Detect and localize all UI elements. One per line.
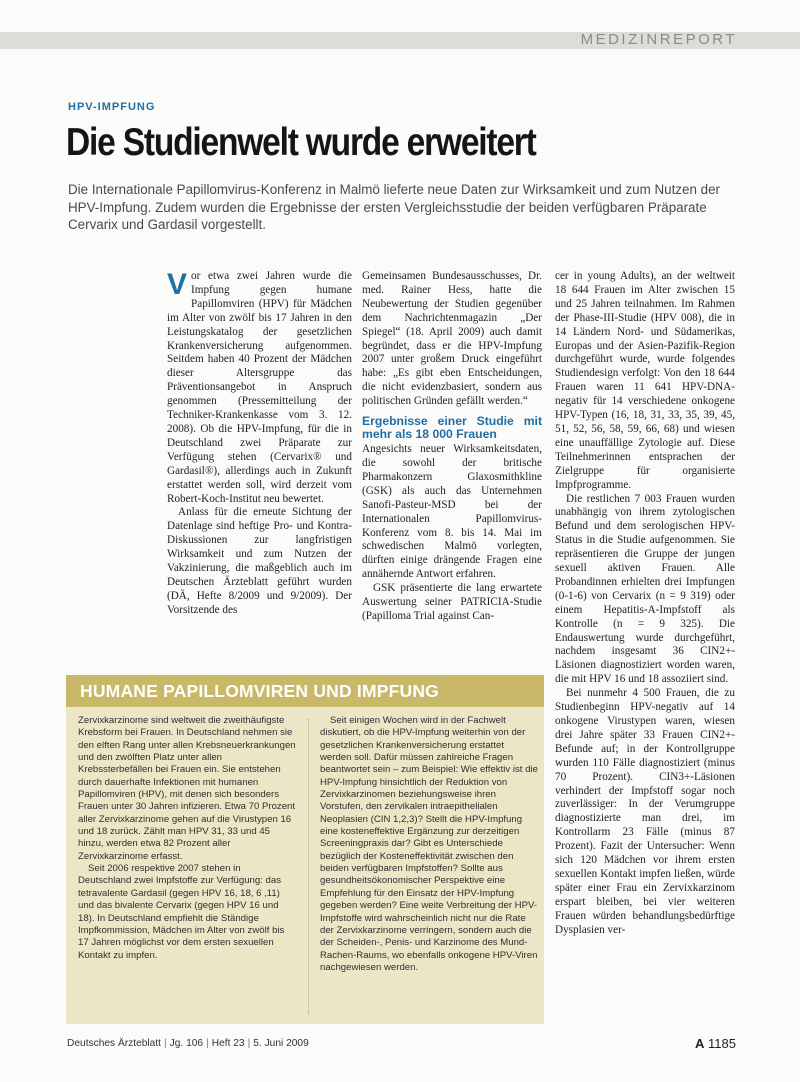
info-box-header	[66, 675, 544, 707]
journal-name: Deutsches Ärzteblatt	[67, 1038, 161, 1049]
page-number	[695, 1036, 736, 1051]
info-box-column-2	[320, 715, 538, 974]
paragraph: Zervixkarzinome sind weltweit die zweithäufigste Krebsform bei Frauen. In Deutschland nehmen sie den elften Rang unter allen Krebsneuerkrankungen und den zwölften Platz unter allen Krebssterbefällen bei Frauen ein. Sie entstehen durch dauerhafte Infektionen mit humanen Papillomviren (HPV), mit denen sich besonders Frauen unter 30 Jahren infizieren. Etwa 70 Prozent aller Zervixkarzinome gehen auf die Virustypen 16 und 18 zurück. Zählt man HPV 31, 33 und 45 hinzu, werden etwa 82 Prozent aller Zervixkarzinome erfasst.	[78, 715, 296, 862]
drop-cap: V	[167, 268, 188, 301]
info-box	[66, 675, 544, 1024]
paragraph: Angesichts neuer Wirksamkeitsdaten, die sowohl der britische Pharmakonzern Glaxosmithkline (GSK) als auch das Unternehmen Sanofi-Pasteur-MSD bei der Internationalen Papillomvirus-Konferenz vom 8. bis 14. Mai im schwedischen Malmö vorlegten, dürften einige drängende Fragen eine annähernde Antwort erfahren.	[362, 443, 542, 581]
article-column-1	[167, 270, 352, 618]
paragraph: Seit 2006 respektive 2007 stehen in Deutschland zwei Impfstoffe zur Verfügung: das tetravalente Gardasil (gegen HPV 16, 18, 6 ,11) und das bivalente Cervarix (gegen HPV 16 und 18). In Deutschland empfiehlt die Ständige Impfkommission, Mädchen im Alter von zwölf bis 17 Jahren möglichst vor dem ersten sexuellen Kontakt zu impfen.	[78, 863, 285, 961]
journal-issue: Heft 23	[211, 1038, 245, 1049]
article-title: Die Studienwelt wurde erweitert	[66, 121, 536, 164]
paragraph: Seit einigen Wochen wird in der Fachwelt diskutiert, ob die HPV-Impfung weiterhin von der gesetzlichen Krankenversicherung erstattet werden soll. Dafür müssen zahlreiche Fragen beantwortet sein – zum Beispiel: Wie effektiv ist die HPV-Impfung hinsichtlich der Reduktion von Zervixkarzinomen beziehungsweise ihren Vorstufen, den zervikalen intraepithelialen Neoplasien (CIN 1,2,3)? Stellt die HPV-Impfung eine kosteneffektive Ergänzung zur derzeitigen Screeningpraxis dar? Gibt es Unterschiede bezüglich der Kosteneffektivität zwischen den beiden verfügbaren Impfstoffen? Sollte aus gesundheitsökonomischer Perspektive eine Empfehlung für den Einsatz der HPV-Impfung gegeben werden? Eine weite Verbreitung der HPV-Impfstoffe wird wahrscheinlich nicht nur die Rate der Zervixkarzinome verringern, sondern auch die der Scheiden-, Penis- und Karzinome des Mund-Rachen-Raums, wo ebenfalls onkogene HPV-Viren nachgewiesen werden.	[320, 715, 538, 973]
paragraph: cer in young Adults), an der weltweit 18 644 Frauen im Alter zwischen 15 und 25 Jahren teilnahmen. Im Rahmen der Phase-III-Studie (HPV 008), die in 14 Ländern Nord- und Südamerikas, Europas und der Asien-Pazifik-Region durchgeführt wurde, wurde folgendes Studiendesign verfolgt: Von den 18 644 Frauen waren 11 641 HPV-DNA-negativ für 14 verschiedene onkogene HPV-Typen (16, 18, 31, 33, 35, 39, 45, 51, 52, 56, 58, 59, 66, 68) und wiesen eine unauffällige Zytologie auf. Diese Teilnehmerinnen entsprachen der Zielgruppe für organisierte Impfprogramme.	[555, 270, 735, 491]
page-number-value: 1185	[708, 1036, 736, 1051]
paragraph: Anlass für die erneute Sichtung der Datenlage sind heftige Pro- und Kontra-Diskussionen zur langfristigen Wirksamkeit und zum Nutzen der Vakzinierung, die maßgeblich auch im Deutschen Ärzteblatt geführt wurden (DÄ, Hefte 8/2009 und 9/2009). Der Vorsitzende des	[167, 506, 352, 616]
info-box-column-1	[78, 715, 296, 962]
column-divider	[308, 719, 309, 1014]
article-lead: Die Internationale Papillomvirus-Konferenz in Malmö lieferte neue Daten zur Wirksamkeit und zum Nutzen der HPV-Impfung. Zudem wurden die Ergebnisse der ersten Vergleichsstudie der beiden verfügbaren Präparate Cervarix und Gardasil vorgestellt.	[68, 182, 720, 233]
section-label: MEDIZINREPORT	[580, 31, 737, 48]
paragraph: Bei nunmehr 4 500 Frauen, die zu Studienbeginn HPV-negativ auf 14 onkogene Virustypen waren, wiesen drei Jahre später 33 Frauen CIN2+-Befunde auf; in der Kontrollgruppe wurden 110 Fälle diagnostiziert (minus 70 Prozent). CIN3+-Läsionen verhindert der Impfstoff sogar noch zuverlässiger: In der Verumgruppe diagnostizierte man drei, im Kontrollarm 23 Fälle (minus 87 Prozent). Fazit der Untersucher: Wenn sich 120 Mädchen vor ihrem ersten sexuellen Kontakt impfen ließen, würde später einer Frau ein Zervixkarzinom erspart bleiben, bei vier weiteren Frauen würden behandlungsbedürftige Dysplasien ver-	[555, 687, 735, 936]
article-column-2	[362, 270, 542, 624]
article-column-3	[555, 270, 735, 938]
subheading: Ergebnisse einer Studie mit mehr als 18 000 Frauen	[362, 414, 542, 442]
kicker: HPV-IMPFUNG	[68, 101, 156, 113]
paragraph-text: or etwa zwei Jahren wurde die Impfung gegen humane Papillomviren (HPV) für Mädchen im Alter von zwölf bis 17 Jahren in den Leistungskatalog der gesetzlichen Krankenversicherung aufgenommen. Seitdem haben 40 Prozent der Mädchen dieser Altersgruppe das Präventionsangebot in Anspruch genommen (Pressemitteilung der Techniker-Krankenkasse vom 3. 12. 2008). Ob die HPV-Impfung, für die in Deutschland zwei Präparate zur Verfügung stehen (Cervarix® und Gardasil®), allerdings auch in Zukunft erstattet werden soll, wird derzeit vom Robert-Koch-Institut neu bewertet.	[167, 270, 352, 505]
journal-volume: Jg. 106	[169, 1038, 204, 1049]
publication-date: 5. Juni 2009	[253, 1038, 309, 1049]
paragraph	[167, 270, 352, 506]
info-box-title: HUMANE PAPILLOMVIREN UND IMPFUNG	[80, 681, 439, 701]
paragraph: GSK präsentierte die lang erwartete Auswertung seiner PATRICIA-Studie (Papilloma Trial against Can-	[362, 582, 542, 622]
footer-citation: Deutsches Ärzteblatt | Jg. 106 | Heft 23 | 5. Juni 2009	[67, 1038, 309, 1049]
paragraph: Gemeinsamen Bundesausschusses, Dr. med. Rainer Hess, hatte die Neubewertung der Studien gegenüber dem Nachrichtenmagazin „Der Spiegel“ (18. April 2009) auch damit begründet, dass er die HPV-Impfung 2007 unter großem Druck eingeführt habe: „Es gibt eben Entscheidungen, die nicht evidenzbasiert, sondern aus politischen Gründen gefällt werden.“	[362, 270, 542, 408]
page-prefix: A	[695, 1036, 705, 1051]
paragraph: Die restlichen 7 003 Frauen wurden unabhängig von ihrem zytologischen Befund und dem serologischen HPV-Status in die Studie aufgenommen. Sie repräsentieren die Gruppe der jungen sexuell aktiven Frauen. Alle Probandinnen erhielten drei Impfungen (0-1-6) von Cervarix (n = 9 319) oder einem Hepatitis-A-Impfstoff als Kontrolle (n = 9 325). Die Endauswertung wurde durchgeführt, nachdem insgesamt 36 CIN2+-Läsionen diagnostiziert worden waren, die mit HPV 16 und 18 assoziiert sind.	[555, 492, 735, 686]
